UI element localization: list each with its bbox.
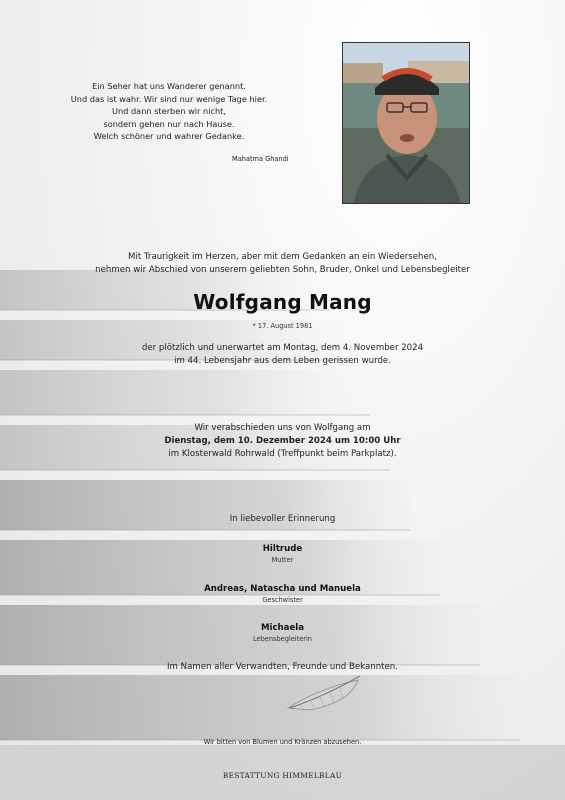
mourner-relation: Mutter — [271, 556, 294, 564]
intro-text — [20, 251, 545, 277]
mourner-name: Michaela — [260, 623, 305, 633]
mourner-entry — [0, 622, 565, 644]
birth-date: * 17. August 1981 — [252, 322, 313, 330]
portrait-photo — [342, 42, 470, 204]
mourner-name: Hiltrude — [262, 544, 303, 554]
quote-line: Und das ist wahr. Wir sind nur wenige Tage hier. — [70, 93, 268, 104]
undertaker-name: BESTATTUNG HIMMELBLAU — [222, 771, 343, 780]
death-text — [60, 342, 505, 368]
quote-line: Ein Seher hat uns Wanderer genannt. — [92, 81, 246, 91]
death-line: im 44. Lebensjahr aus dem Leben gerissen wurde. — [174, 356, 391, 366]
death-line: der plötzlich und unerwartet am Montag, dem 4. November 2024 — [141, 343, 424, 353]
mourner-entry — [0, 583, 565, 605]
service-date-text: Dienstag, dem 10. Dezember 2024 um 10:00 Uhr — [164, 436, 401, 446]
mourner-name: Andreas, Natascha und Manuela — [204, 584, 361, 594]
service-line: Wir verabschieden uns von Wolfgang am — [194, 423, 371, 433]
mourner-relation: Geschwister — [262, 596, 303, 604]
feather-icon — [280, 668, 380, 718]
quote — [40, 80, 298, 143]
flowers-note: Wir bitten von Blumen und Kränzen abzusehen. — [203, 738, 362, 746]
quote-author: Mahatma Ghandi — [232, 155, 289, 163]
quote-line: Und dann sterben wir nicht, — [112, 106, 226, 117]
mourner-entry — [0, 543, 565, 565]
quote-line: sondern gehen nur nach Hause. — [103, 118, 235, 129]
intro-line: Mit Traurigkeit im Herzen, aber mit dem Gedanken an ein Wiedersehen, — [128, 252, 437, 262]
service-date — [60, 435, 505, 448]
intro-line: nehmen wir Abschied von unserem geliebten Sohn, Bruder, Onkel und Lebensbegleiter — [95, 265, 470, 275]
deceased-name: Wolfgang Mang — [193, 290, 372, 314]
service-info — [60, 422, 505, 461]
closing-text: Im Namen aller Verwandten, Freunde und Bekannten. — [167, 662, 398, 672]
mourner-relation: Lebensbegleiterin — [253, 635, 312, 643]
quote-line: Welch schöner und wahrer Gedanke. — [93, 131, 245, 142]
service-location: im Klosterwald Rohrwald (Treffpunkt beim Parkplatz). — [168, 449, 397, 459]
memory-heading: In liebevoller Erinnerung — [229, 514, 336, 524]
